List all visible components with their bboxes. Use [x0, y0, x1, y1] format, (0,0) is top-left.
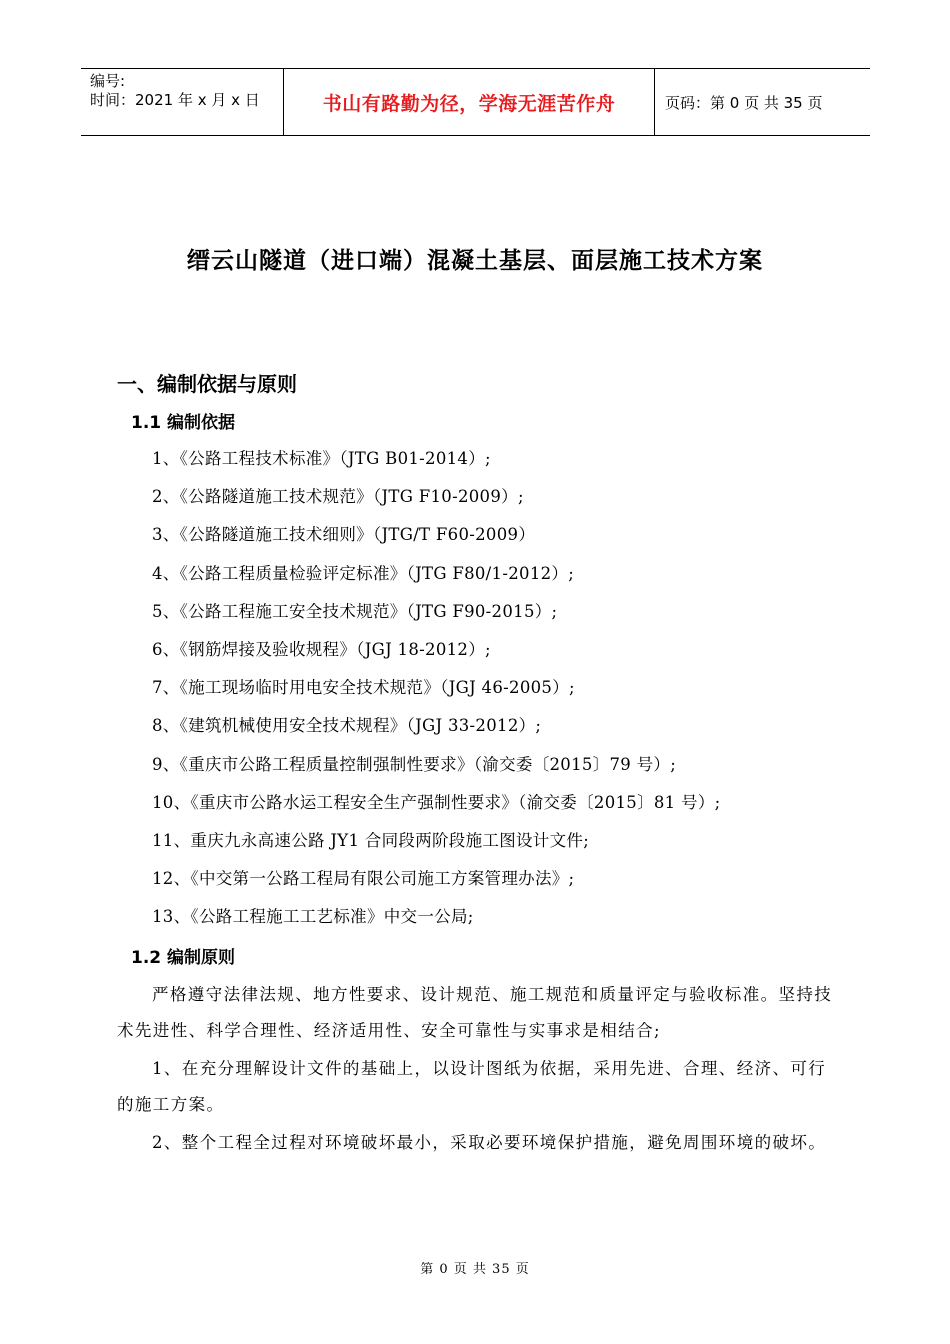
page-footer: 第 0 页 共 35 页 [420, 1262, 530, 1277]
principle-paragraph: 严格遵守法律法规、地方性要求、设计规范、施工规范和质量评定与验收标准。坚持技术先进性、科学合理性、经济适用性、安全可靠性与实事求是相结合; [117, 985, 833, 1040]
subsection-heading-basis: 1.1 编制依据 [131, 413, 236, 433]
list-item: 6、《钢筋焊接及验收规程》（JGJ 18-2012）; [152, 639, 491, 659]
section-heading: 一、编制依据与原则 [117, 372, 297, 396]
header-motto: 书山有路勤为径，学海无涯苦作舟 [283, 69, 655, 135]
list-item: 7、《施工现场临时用电安全技术规范》（JGJ 46-2005）; [152, 678, 575, 698]
list-item: 4、《公路工程质量检验评定标准》（JTG F80/1-2012）; [152, 563, 575, 583]
list-item: 5、《公路工程施工安全技术规范》（JTG F90-2015）; [152, 601, 558, 621]
header-page-info: 页码：第 0 页 共 35 页 [665, 93, 823, 112]
list-item: 12、《中交第一公路工程局有限公司施工方案管理办法》; [152, 869, 575, 889]
list-item: 11、重庆九永高速公路 JY1 合同段两阶段施工图设计文件; [152, 830, 590, 850]
principle-paragraph: 1、在充分理解设计文件的基础上，以设计图纸为依据，采用先进、合理、经济、可行的施工方案。 [117, 1059, 827, 1114]
principle-paragraph: 2、整个工程全过程对环境破坏最小，采取必要环境保护措施，避免周围环境的破坏。 [152, 1133, 827, 1152]
header-meta [81, 69, 283, 135]
subsection-heading-principles: 1.2 编制原则 [131, 948, 236, 968]
document-date: 时间：2021 年 x 月 x 日 [90, 91, 260, 109]
list-item: 8、《建筑机械使用安全技术规程》（JGJ 33-2012）; [152, 716, 542, 736]
list-item: 3、《公路隧道施工技术细则》（JTG/T F60-2009） [152, 525, 536, 545]
list-item: 2、《公路隧道施工技术规范》（JTG F10-2009）; [152, 487, 524, 507]
header-table [81, 68, 870, 136]
reference-list [152, 446, 721, 942]
list-item: 1、《公路工程技术标准》（JTG B01-2014）; [152, 449, 491, 468]
list-item: 13、《公路工程施工工艺标准》中交一公局; [152, 907, 474, 927]
list-item: 9、《重庆市公路工程质量控制强制性要求》（渝交委〔2015〕79 号）; [152, 754, 677, 774]
document-number-label: 编号: [90, 72, 126, 90]
list-item: 10、《重庆市公路水运工程安全生产强制性要求》（渝交委〔2015〕81 号）; [152, 792, 721, 812]
document-title: 缙云山隧道（进口端）混凝土基层、面层施工技术方案 [187, 248, 763, 274]
